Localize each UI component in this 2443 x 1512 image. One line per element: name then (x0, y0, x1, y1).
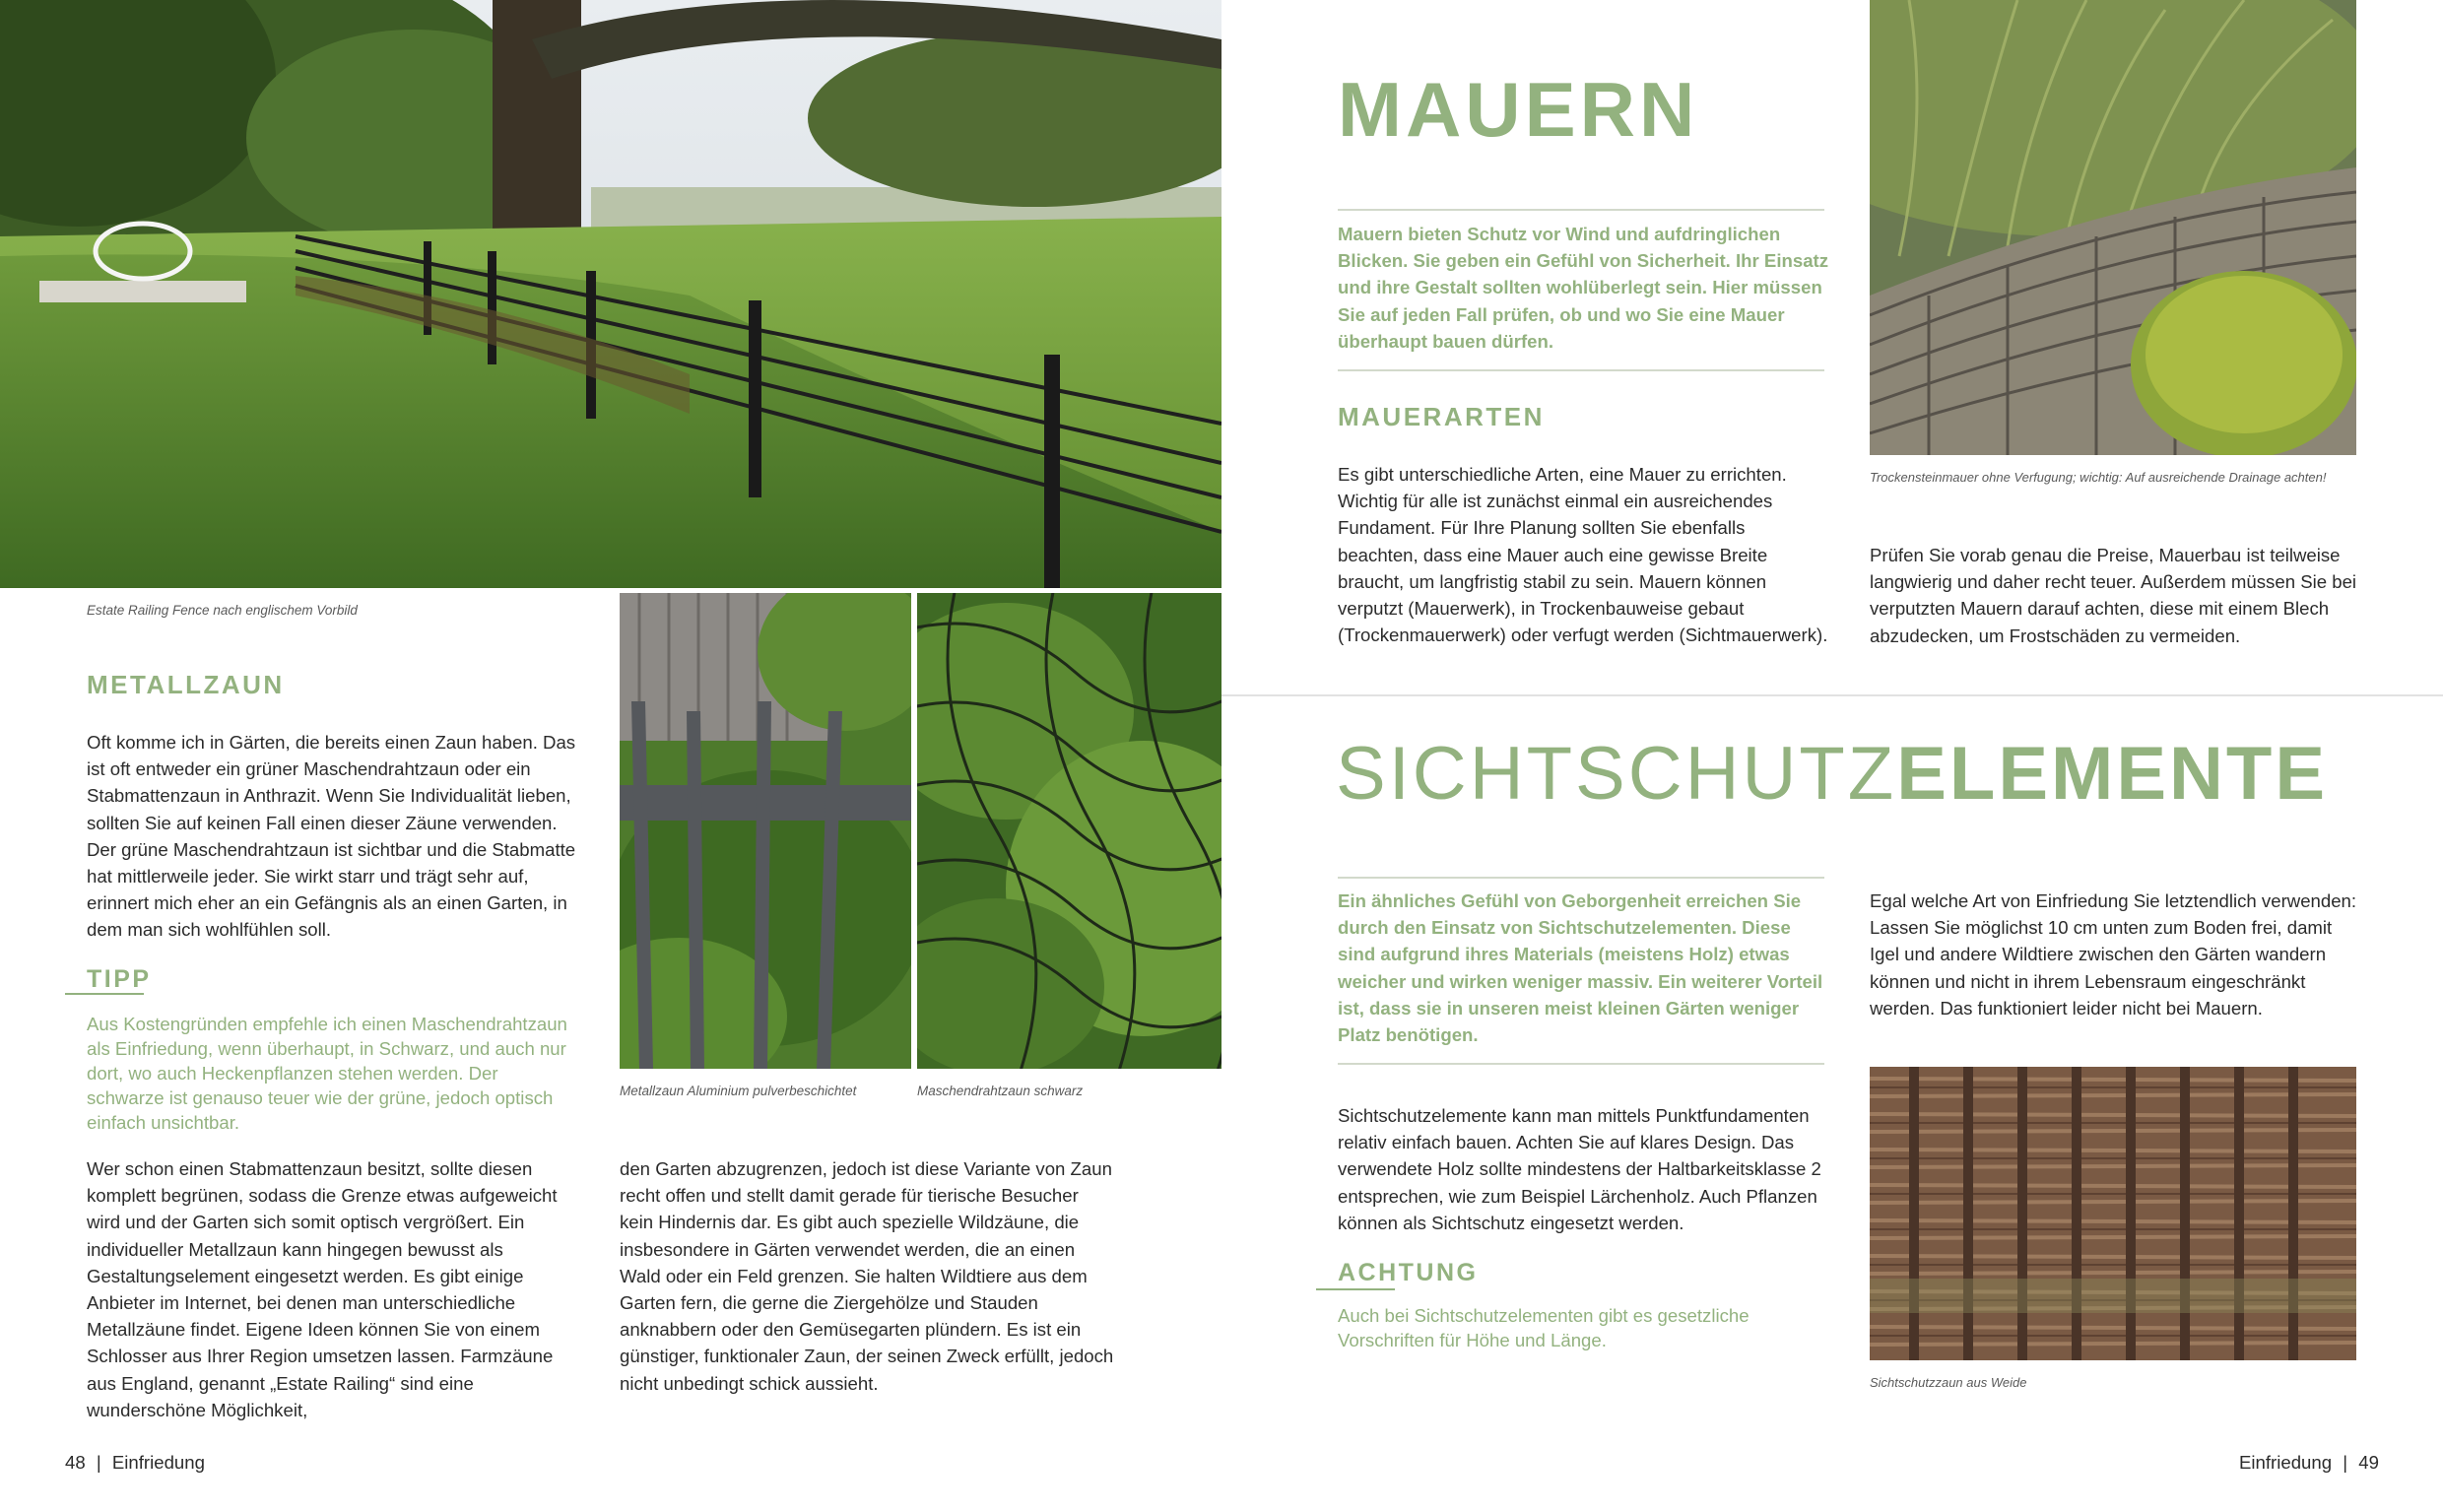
rule-sicht-bottom (1338, 1063, 1824, 1065)
sicht-right-paragraph: Egal welche Art von Einfriedung Sie letztendlich verwenden: Lassen Sie möglichst 10 cm unten zum Boden frei, damit Igel und andere Wildtiere zwischen den Gärten wandern können und nicht in ihrem Lebensraum eingeschränkt werden. Das funktioniert leider nicht bei Mauern. (1870, 890, 2357, 1019)
mauerarten-text (1338, 461, 1830, 648)
footer-right (2239, 1452, 2379, 1474)
footer-right-chapter: Einfriedung (2239, 1452, 2333, 1473)
rule-mauern-bottom (1338, 369, 1824, 371)
photo-willow-screen (1870, 1067, 2356, 1360)
title-sichtschutz (1336, 731, 2328, 817)
footer-left-page-number: 48 (65, 1452, 86, 1473)
heading-metallzaun: METALLZAUN (87, 670, 285, 699)
body-col1-text: Wer schon einen Stabmattenzaun besitzt, sollte diesen komplett begrünen, sodass die Grenze etwas aufgeweicht wird und der Garten sich somit optisch vergrößert. Ein individueller Metallzaun kann hingegen bewusst als Gestaltungselement eingesetzt werden. Es gibt einige Anbieter im Internet, bei denen man unterschiedliche Metallzäune findet. Eigene Ideen können Sie von einem Schlosser aus Ihrer Region umsetzen lassen. Farmzäune aus England, genannt „Estate Railing“ sind eine wunderschöne Möglichkeit, (87, 1158, 558, 1420)
heading-achtung: ACHTUNG (1338, 1259, 1479, 1286)
footer-right-separator: | (2343, 1452, 2348, 1473)
footer-left (65, 1452, 205, 1474)
photo-stone-wall (1870, 0, 2356, 455)
caption-chainlink-fence: Maschendrahtzaun schwarz (917, 1084, 1084, 1098)
footer-left-chapter: Einfriedung (111, 1452, 205, 1473)
footer-right-page-number: 49 (2358, 1452, 2379, 1473)
body-col2-text: den Garten abzugrenzen, jedoch ist diese Variante von Zaun recht offen und stellt damit gerade für tierische Besucher kein Hindernis dar. Es gibt auch spezielle Wildzäune, die insbesondere in Gärten verwendet werden, die an einen Wald oder ein Feld grenzen. Sie halten Wildtiere aus dem Garten fern, die gerne die Ziergehölze und Stauden anknabbern oder den Gemüsegarten plündern. Es ist ein günstiger, funktionaler Zaun, der seinen Zweck erfüllt, jedoch nicht unbedingt schick aussieht. (620, 1158, 1114, 1394)
title-mauern (1338, 65, 1698, 155)
sicht-body (1338, 1102, 1830, 1236)
mauerarten-paragraph: Es gibt unterschiedliche Arten, eine Mauer zu errichten. Wichtig für alle ist zunächst einmal ein ausreichendes Fundament. Für Ihre Planung sollten Sie ebenfalls beachten, dass eine Mauer auch eine gewisse Breite braucht, um langfristig stabil zu sein. Mauern können verputzt (Mauerwerk), in Trockenbauweise gebaut (Trockenmauerwerk) oder verfugt werden (Sichtmauerwerk). (1338, 464, 1828, 646)
caption-willow-screen: Sichtschutzzaun aus Weide (1870, 1375, 2027, 1390)
metallzaun-body-col2 (620, 1155, 1117, 1397)
sicht-body-paragraph: Sichtschutzelemente kann man mittels Punktfundamenten relativ einfach bauen. Achten Sie auf klares Design. Das verwendete Holz sollte mindestens der Haltbarkeitsklasse 2 entsprechen, wie zum Beispiel Lärchenholz. Auch Pflanzen können als Sichtschutz eingesetzt werden. (1338, 1105, 1821, 1233)
tip-text: Aus Kostengründen empfehle ich einen Maschendrahtzaun als Einfriedung, wenn überhaupt, in Schwarz, und auch nur dort, wo auch Heckenpflanzen stehen werden. Der schwarze ist genauso teuer wie der grüne, jedoch optisch einfach unsichtbar. (87, 1014, 567, 1133)
caption-alu-fence: Metallzaun Aluminium pulverbeschichtet (620, 1084, 857, 1098)
heading-mauerarten: MAUERARTEN (1338, 402, 1545, 431)
mauern-intro: Mauern bieten Schutz vor Wind und aufdringlichen Blicken. Sie geben ein Gefühl von Sicherheit. Ihr Einsatz und ihre Gestalt sollten wohlüberlegt sein. Hier müssen Sie auf jeden Fall prüfen, ob und wo Sie eine Mauer überhaupt bauen dürfen. (1338, 224, 1829, 352)
metallzaun-intro-text: Oft komme ich in Gärten, die bereits einen Zaun haben. Das ist oft entweder ein grüner Maschendrahtzaun oder ein Stabmattenzaun in Anthrazit. Wenn Sie Individualität lieben, sollten Sie auf keinen Fall einen dieser Zäune verwenden. Der grüne Maschendrahtzaun ist sichtbar und die Stabmatte hat mittlerweile jeder. Sie wirkt starr und trägt sehr auf, erinnert mich eher an ein Gefängnis als an einen Garten, in dem man sich wohlfühlen soll. (87, 732, 576, 941)
achtung-text: Auch bei Sichtschutzelementen gibt es gesetzliche Vorschriften für Höhe und Länge. (1338, 1305, 1750, 1350)
sicht-intro: Ein ähnliches Gefühl von Geborgenheit erreichen Sie durch den Einsatz von Sichtschutzelementen. Diese sind aufgrund ihres Materials (meistens Holz) etwas weicher und wirken weniger massiv. Ein weiterer Vorteil ist, dass sie in unseren meist kleinen Gärten weniger Platz benötigen. (1338, 890, 1823, 1046)
caption-stone-wall: Trockensteinmauer ohne Verfugung; wichtig: Auf ausreichende Drainage achten! (1870, 470, 2327, 485)
photo-chainlink-fence (917, 593, 1222, 1069)
metallzaun-intro (87, 729, 581, 944)
rule-mauern-top (1338, 209, 1824, 211)
sicht-right-text (1870, 887, 2362, 1021)
achtung-rule (1316, 1288, 1395, 1290)
wall-side-paragraph: Prüfen Sie vorab genau die Preise, Mauerbau ist teilweise langwierig und daher recht teuer. Außerdem müssen Sie bei verputzten Mauern darauf achten, diese mit einem Blech abzudecken, um Frostschäden zu vermeiden. (1870, 545, 2357, 646)
footer-left-separator: | (96, 1452, 101, 1473)
title-mauern-text: MAUERN (1338, 66, 1699, 153)
rule-sicht-top (1338, 877, 1824, 879)
title-sichtschutz-light: SICHTSCHUTZ (1336, 732, 1897, 816)
photo-alu-fence (620, 593, 911, 1069)
heading-tipp: TIPP (87, 965, 152, 993)
wall-side-text (1870, 542, 2362, 649)
section-divider (1222, 694, 2443, 696)
caption-estate-railing: Estate Railing Fence nach englischem Vorbild (87, 603, 358, 618)
metallzaun-body-col1 (87, 1155, 581, 1423)
photo-estate-railing (0, 0, 1222, 588)
title-sichtschutz-bold: ELEMENTE (1896, 732, 2329, 816)
